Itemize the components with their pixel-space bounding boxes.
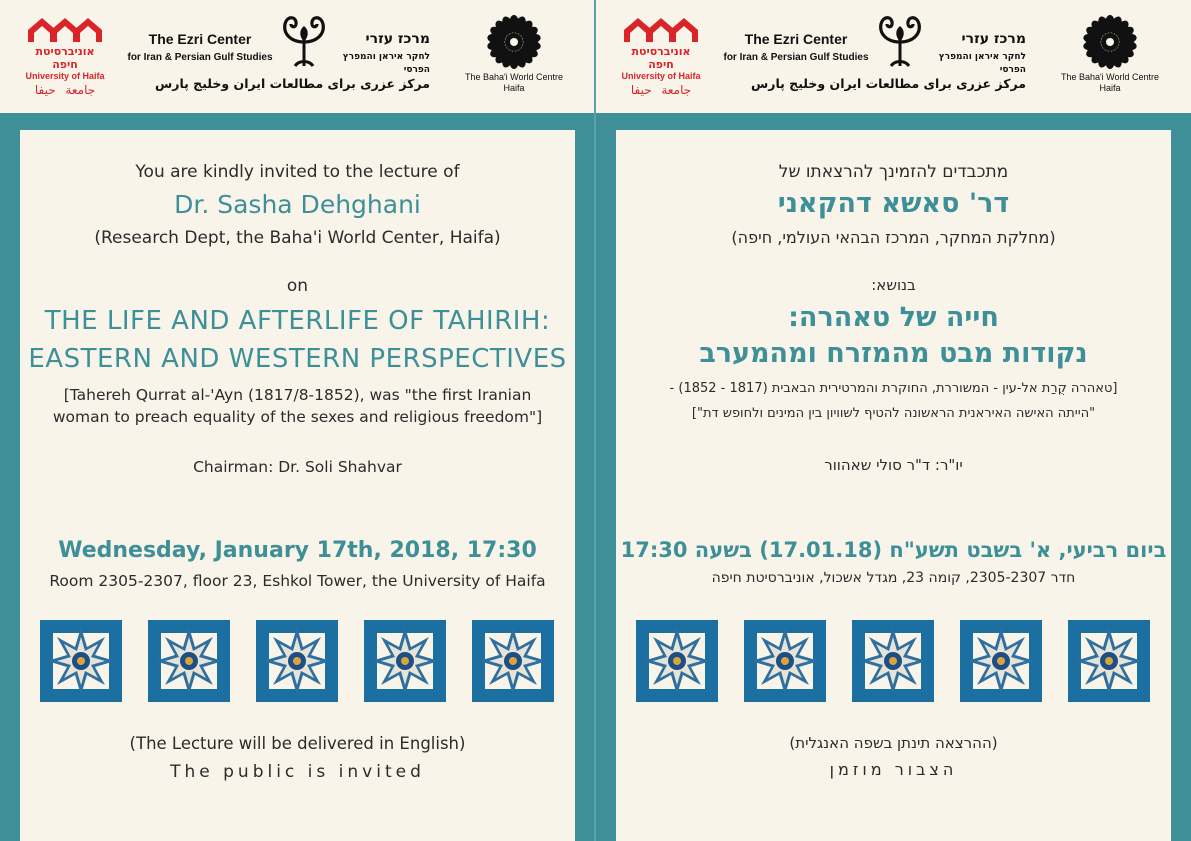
ezri-center-persian: مرکز عزری برای مطالعات ایران وخلیج پارس <box>751 76 1026 91</box>
english-invitation-panel <box>0 0 595 841</box>
university-name-hebrew: אוניברסיטת חיפה <box>631 45 691 71</box>
university-name-arabic: جامعة حيفا <box>630 83 692 97</box>
lecture-description-line-2: woman to preach equality of the sexes and religious freedom"] <box>52 408 543 426</box>
ezri-center-name: The Ezri Center <box>744 31 848 47</box>
logo-header <box>0 0 595 113</box>
star-tile <box>744 620 826 702</box>
university-name-english: University of Haifa <box>621 71 701 81</box>
bahai-world-centre-city: Haifa <box>1099 83 1121 93</box>
tile-row <box>40 620 555 702</box>
ezri-center-subtitle-hebrew: לחקר איראן והמפרץ הפרסי <box>938 52 1026 75</box>
star-tile-icon <box>748 624 822 698</box>
invitation-card <box>20 130 575 841</box>
ezri-center-name-hebrew: מרכז עזרי <box>365 31 430 47</box>
ezri-center-birds-icon <box>279 12 329 68</box>
university-of-haifa-logo <box>620 14 702 98</box>
star-tile-icon <box>368 624 442 698</box>
university-name-arabic: جامعة حيفا <box>34 83 96 97</box>
event-date: ביום רביעי, א' בשבט תשע"ח (17.01.18) בשעה 17:30 <box>620 538 1167 562</box>
lecture-description-line-1: [טאהרה קֻרַת אל-עין - המשוררת, החוקרת והמרטירית הבאבית (1817 - 1852) - <box>669 381 1118 396</box>
star-tile <box>960 620 1042 702</box>
logo-header <box>596 0 1191 113</box>
university-name-hebrew: אוניברסיטת חיפה <box>35 45 95 71</box>
bahai-world-centre-name: The Baha'i World Centre <box>464 72 564 82</box>
lecture-description-line-1: [Tahereh Qurrat al-'Ayn (1817/8-1852), was "the first Iranian <box>63 386 532 404</box>
speaker-affiliation: (Research Dept, the Baha'i World Center, Haifa) <box>94 228 501 248</box>
star-tile <box>40 620 122 702</box>
star-tile-icon <box>260 624 334 698</box>
lecture-title-line-1: THE LIFE AND AFTERLIFE OF TAHIRIH: <box>44 306 551 336</box>
bahai-world-centre-city: Haifa <box>503 83 525 93</box>
ezri-center-hebrew <box>332 30 430 77</box>
language-note: (The Lecture will be delivered in English) <box>129 734 466 753</box>
ezri-center-birds-icon <box>875 12 925 68</box>
ezri-center-subtitle: for Iran & Persian Gulf Studies <box>723 52 869 63</box>
ezri-center-persian: مرکز عزری برای مطالعات ایران وخلیج پارس <box>155 76 430 91</box>
university-name-english: University of Haifa <box>25 71 105 81</box>
star-tile <box>472 620 554 702</box>
language-note: (ההרצאה תינתן בשפה האנגלית) <box>789 734 998 752</box>
ezri-center-hebrew <box>928 30 1026 77</box>
star-tile <box>148 620 230 702</box>
star-tile <box>636 620 718 702</box>
ezri-center-subtitle: for Iran & Persian Gulf Studies <box>127 52 273 63</box>
ezri-center-english <box>122 30 278 64</box>
invitation-card <box>616 130 1171 841</box>
speaker-name: Dr. Sasha Dehghani <box>174 190 421 219</box>
star-tile <box>852 620 934 702</box>
ezri-center-english <box>718 30 874 64</box>
star-tile-icon <box>1072 624 1146 698</box>
star-tile-icon <box>856 624 930 698</box>
lecture-description-line-2: "הייתה האישה האיראנית הראשונה להטיף לשוויון בין המינים ולחופש דת"] <box>691 406 1096 421</box>
speaker-name: דר' סאשא דהקאני <box>777 188 1010 219</box>
bahai-world-centre-logo <box>448 14 580 94</box>
chairman-line: יו"ר: ד"ר סולי שאהוור <box>824 456 963 474</box>
invite-line: מתכבדים להזמינך להרצאתו של <box>778 162 1009 182</box>
star-tile-icon <box>152 624 226 698</box>
university-of-haifa-logo <box>24 14 106 98</box>
speaker-affiliation: (מחלקת המחקר, המרכז הבהאי העולמי, חיפה) <box>731 228 1056 247</box>
star-tile <box>256 620 338 702</box>
star-tile-icon <box>44 624 118 698</box>
star-tile-icon <box>640 624 714 698</box>
lecture-title-line-2: נקודות מבט מהמזרח ומהמערב <box>699 338 1088 369</box>
event-room: Room 2305-2307, floor 23, Eshkol Tower, the University of Haifa <box>49 572 546 590</box>
bahai-world-centre-logo <box>1044 14 1176 94</box>
event-room: חדר 2305-2307, קומה 23, מגדל אשכול, אוניברסיטת חיפה <box>711 570 1076 586</box>
bahai-star-icon <box>1082 14 1138 70</box>
star-tile <box>364 620 446 702</box>
on-label: on <box>286 276 309 296</box>
star-tile-icon <box>964 624 1038 698</box>
public-invited: הצבור מוזמן <box>829 760 958 779</box>
on-label: בנושא: <box>871 276 916 294</box>
invite-line: You are kindly invited to the lecture of <box>135 162 460 182</box>
ezri-center-name: The Ezri Center <box>148 31 252 47</box>
bahai-world-centre-name: The Baha'i World Centre <box>1060 72 1160 82</box>
ezri-center-name-hebrew: מרכז עזרי <box>961 31 1026 47</box>
tile-row <box>636 620 1151 702</box>
lecture-title-line-2: EASTERN AND WESTERN PERSPECTIVES <box>28 344 567 374</box>
hebrew-invitation-panel <box>596 0 1191 841</box>
event-date: Wednesday, January 17th, 2018, 17:30 <box>58 538 537 563</box>
university-of-haifa-icon <box>624 14 698 42</box>
ezri-center-subtitle-hebrew: לחקר איראן והמפרץ הפרסי <box>342 52 430 75</box>
lecture-title-line-1: חייה של טאהרה: <box>788 302 999 333</box>
star-tile-icon <box>476 624 550 698</box>
chairman-line: Chairman: Dr. Soli Shahvar <box>193 458 402 476</box>
public-invited: The public is invited <box>170 762 425 782</box>
university-of-haifa-icon <box>28 14 102 42</box>
star-tile <box>1068 620 1150 702</box>
bahai-star-icon <box>486 14 542 70</box>
